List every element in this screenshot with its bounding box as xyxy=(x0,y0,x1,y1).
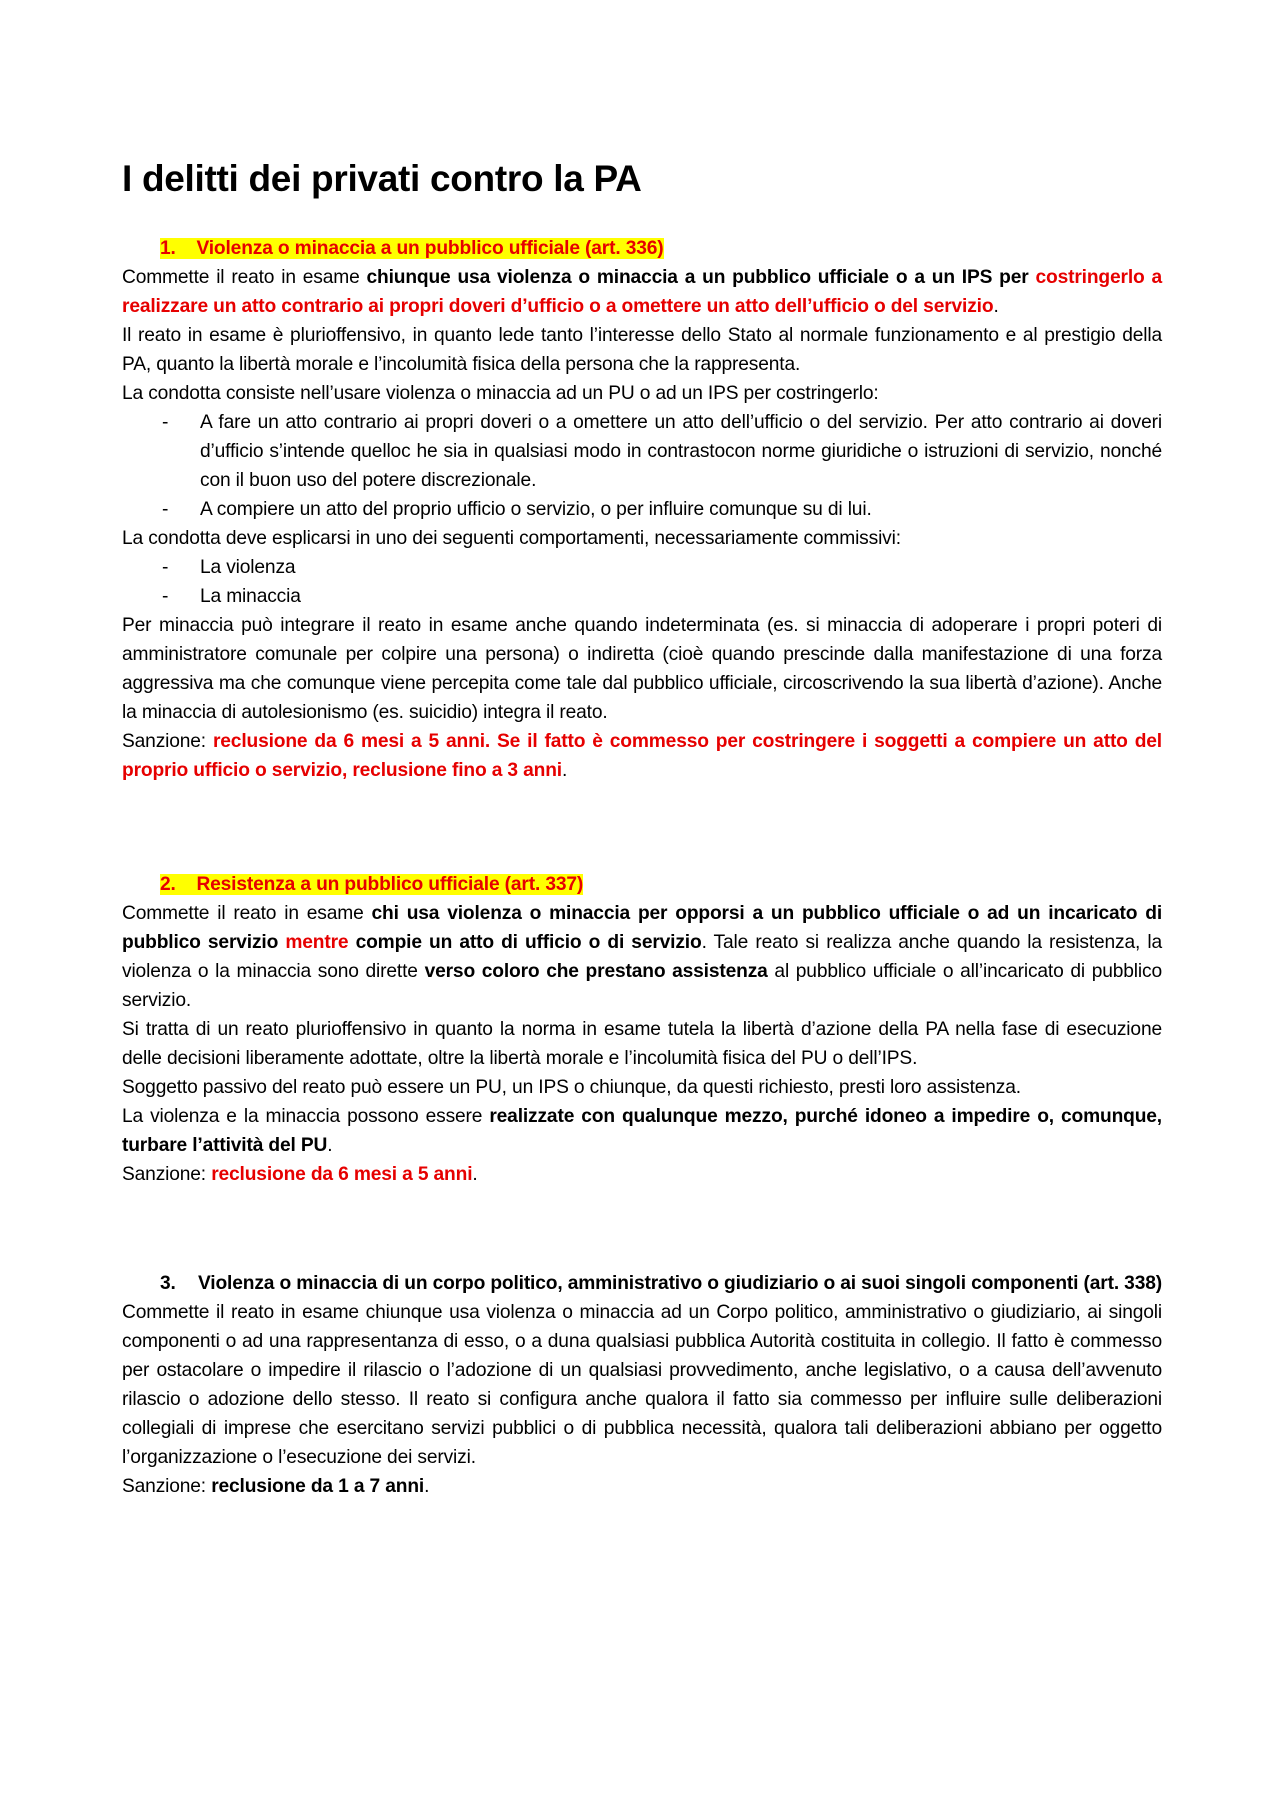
section-1-paragraph-5: Per minaccia può integrare il reato in esame anche quando indeterminata (es. si minaccia di adoperare i propri poteri di amministratore comunale per colpire una persona) o indiretta (cioè quando prescinde dalla manifestazione di una forza aggressiva ma che comunque viene percepita come tale dal pubblico ufficiale, circoscrivendo la sua libertà d’azione). Anche la minaccia di autolesionismo (es. suicidio) integra il reato. xyxy=(122,615,1162,723)
section-1-paragraph-3: La condotta consiste nell’usare violenza o minaccia ad un PU o ad un IPS per costringerlo: xyxy=(122,383,879,404)
section-3 xyxy=(122,1269,1162,1501)
page-title: I delitti dei privati contro la PA xyxy=(122,158,642,199)
section-1-sanction: Sanzione: reclusione da 6 mesi a 5 anni. Se il fatto è commesso per costringere i soggetti a compiere un atto del proprio ufficio o servizio, reclusione fino a 3 anni. xyxy=(122,731,1162,781)
section-3-number: 3. xyxy=(160,1273,176,1294)
section-2 xyxy=(122,870,1162,1189)
list-item: - A fare un atto contrario ai propri doveri o a omettere un atto dell’ufficio o del servizio. Per atto contrario ai doveri d’ufficio s’intende quelloc he sia in qualsiasi modo in contrastocon norme giuridiche o istruzioni di servizio, nonché con il buon uso del potere discrezionale. xyxy=(162,412,1162,491)
section-1-number: 1. xyxy=(160,238,176,259)
section-3-heading xyxy=(122,1269,1162,1298)
section-1-paragraph-2: Il reato in esame è plurioffensivo, in quanto lede tanto l’interesse dello Stato al normale funzionamento e al prestigio della PA, quanto la libertà morale e l’incolumità fisica della persona che la rappresenta. xyxy=(122,325,1162,375)
list-item: - La minaccia xyxy=(162,586,301,607)
section-1-paragraph-1: Commette il reato in esame chiunque usa violenza o minaccia a un pubblico ufficiale o a un IPS per costringerlo a realizzare un atto contrario ai propri doveri d’ufficio o a omettere un atto dell’ufficio o del servizio. xyxy=(122,267,1162,317)
section-1 xyxy=(122,234,1162,785)
section-2-paragraph-2: Si tratta di un reato plurioffensivo in quanto la norma in esame tutela la libertà d’azione della PA nella fase di esecuzione delle decisioni liberamente adottate, oltre la libertà morale e l’incolumità fisica del PU o dell’IPS. xyxy=(122,1019,1162,1069)
section-1-paragraph-4: La condotta deve esplicarsi in uno dei seguenti comportamenti, necessariamente commissivi: xyxy=(122,528,901,549)
section-1-heading-text: Violenza o minaccia a un pubblico ufficiale (art. 336) xyxy=(196,238,664,259)
section-2-number: 2. xyxy=(160,874,176,895)
section-2-paragraph-1: Commette il reato in esame chi usa violenza o minaccia per opporsi a un pubblico ufficiale o ad un incaricato di pubblico servizio mentre compie un atto di ufficio o di servizio. Tale reato si realizza anche quando la resistenza, la violenza o la minaccia sono dirette verso coloro che prestano assistenza al pubblico ufficiale o all’incaricato di pubblico servizio. xyxy=(122,903,1162,1011)
section-2-paragraph-4: La violenza e la minaccia possono essere realizzate con qualunque mezzo, purché idoneo a impedire o, comunque, turbare l’attività del PU. xyxy=(122,1106,1162,1156)
section-2-heading-text: Resistenza a un pubblico ufficiale (art. 337) xyxy=(196,874,584,895)
section-2-heading xyxy=(122,870,1162,899)
section-3-heading-text: Violenza o minaccia di un corpo politico, amministrativo o giudiziario o ai suoi singoli componenti (art. 338) xyxy=(198,1273,1162,1294)
section-2-paragraph-3: Soggetto passivo del reato può essere un PU, un IPS o chiunque, da questi richiesto, presti loro assistenza. xyxy=(122,1077,1021,1098)
section-2-sanction: Sanzione: reclusione da 6 mesi a 5 anni. xyxy=(122,1164,478,1185)
section-1-heading xyxy=(122,234,1162,263)
section-3-sanction: Sanzione: reclusione da 1 a 7 anni. xyxy=(122,1476,430,1497)
section-3-paragraph-1: Commette il reato in esame chiunque usa violenza o minaccia ad un Corpo politico, amministrativo o giudiziario, ai singoli componenti o ad una rappresentanza di esso, o a duna qualsiasi pubblica Autorità costituita in collegio. Il fatto è commesso per ostacolare o impedire il rilascio o l’adozione di un qualsiasi provvedimento, anche legislativo, o a causa dell’avvenuto rilascio o adozione dello stesso. Il reato si configura anche qualora il fatto sia commesso per influire sulle deliberazioni collegiali di imprese che esercitano servizi pubblici o di pubblica necessità, qualora tali deliberazioni abbiano per oggetto l’organizzazione o l’esecuzione dei servizi. xyxy=(122,1302,1162,1468)
list-item: - A compiere un atto del proprio ufficio o servizio, o per influire comunque su di lui. xyxy=(162,499,872,520)
list-item: - La violenza xyxy=(162,557,296,578)
